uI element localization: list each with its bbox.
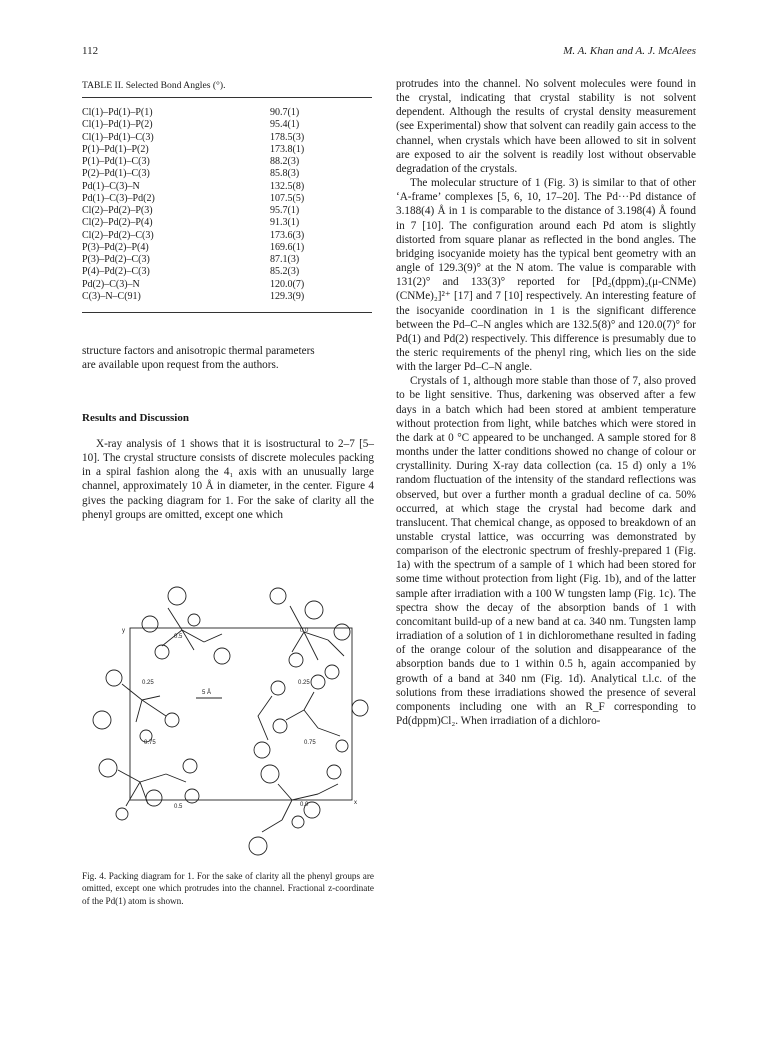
table-row xyxy=(82,217,374,229)
z-label: 0.75 xyxy=(304,740,316,746)
atoms-cell: Cl(1)–Pd(1)–C(3) xyxy=(82,131,154,143)
right-column-text xyxy=(396,77,696,728)
paragraph: X-ray analysis of 1 shows that it is isostructural to 2–7 [5–10]. The crystal structure consists of discrete molecules packing in a spiral fashion along the 4₁ axis with an unusually large channel, approximately 10 Å in diameter, in the center. Figure 4 gives the packing diagram for 1. For the sake of clarity all the phenyl groups are omitted, except one which xyxy=(82,438,374,521)
atoms-cell: Cl(1)–Pd(1)–P(2) xyxy=(82,119,153,131)
packing-diagram xyxy=(82,560,374,860)
angle-cell: 95.4(1) xyxy=(270,119,300,131)
atoms-cell: P(2)–Pd(1)–C(3) xyxy=(82,168,150,180)
atoms-cell: C(3)–N–C(91) xyxy=(82,290,141,302)
paragraph: Crystals of 1, although more stable than those of 7, also proved to be light sensitive. Thus, darkening was observed after a few days in a batch which had been stored at ambient temperature without protection from light, while batches which were stored in the dark at 0 °C appeared to be unchanged. A sample stored for 8 months under the latter conditions showed no change of colour or crystallinity. During X-ray data collection (ca. 15 d) only a 1% random fluctuation of the intensity of the standard reflections was observed, but over a further month a gradual decline of ca. 50% occurred, at which stage the crystal had become dark and translucent. That chemical change, as opposed to breakdown of an unstable crystal lattice, was occurring was demonstrated by comparison of the electronic spectrum of freshly-prepared 1 (Fig. 1a) with the spectrum of a sample of 1 which had been stored for some time without protection from light (Fig. 1b), and of the latter sample after irradiation with a 100 W tungsten lamp (Fig. 1c). The spectra show the decay of the absorption bands of 1 with concomitant build-up of a new band at ca. 340 nm. Tungsten lamp irradiation of a solution of 1 in dichloromethane resulted in fading of the orange colour of the solution and disappearance of the absorption bands due to 1 within 0.5 h, again accompanied by growth of a band at 340 nm (Fig. 1d). Analytical t.l.c. of the solutions from these irradiations showed the presence of several components including one with an R_F corresponding to Pd(dppm)Cl₂. When irradiation of a dichloro- xyxy=(396,375,696,728)
z-label: 0.25 xyxy=(142,680,154,686)
atoms-cell: Cl(2)–Pd(2)–P(3) xyxy=(82,205,153,216)
z-label: 0.5 xyxy=(174,804,183,810)
table-row xyxy=(82,119,374,131)
paragraph: protrudes into the channel. No solvent molecules were found in the crystal, indicating that crystal stability is not solvent dependent. Although the results of crystal density measurement (see Experimental) show that solvent can readily gain access to the channel, when crystals which have been allowed to sit in solvent are exposed to air the solvent is readily lost without observable degradation of the crystals. xyxy=(396,78,696,175)
z-label: 0.0 xyxy=(300,628,309,634)
atoms-cell: Cl(1)–Pd(1)–P(1) xyxy=(82,107,153,118)
atoms-cell: Pd(1)–C(3)–N xyxy=(82,180,140,192)
atoms-cell: Cl(2)–Pd(2)–C(3) xyxy=(82,229,154,241)
text-line: are available upon request from the authors. xyxy=(82,359,279,372)
paragraph: The molecular structure of 1 (Fig. 3) is similar to that of other ‘A-frame’ complexes [5, 6, 10, 17–20]. The Pd···Pd distance of 3.188(4) Å in 1 is comparable to the distance of 3.198(4) Å found in 7 [10]. The configuration around each Pd atom is slightly distorted from square planar as reflected in the bond angles. The bridging isocyanide moiety has the typical bent geometry with an angle of 129.3(9)° at the N atom. The value is comparable with 131(2)° and 133(3)° reported for [Pd₂(dppm)₂(μ-CNMe)(CNMe)₂]²⁺ [17] and 7 [10] respectively. An interesting feature of the isocyanide coordination in 1 is the significant difference between the Pd–C–N angles which are 132.5(8)° and 120.0(7)° for Pd(1) and Pd(2) respectively. This difference is presumably due to the steric requirements of the phenyl ring, which lies on the side with the larger Pd–C–N angle. xyxy=(396,177,696,374)
table-row xyxy=(82,291,374,303)
molecule-left xyxy=(93,670,179,742)
molecule-bottom-right xyxy=(249,765,341,855)
angle-cell: 85.8(3) xyxy=(270,168,300,180)
angle-cell: 85.2(3) xyxy=(270,266,300,278)
atoms-cell: P(3)–Pd(2)–P(4) xyxy=(82,241,149,253)
angle-cell: 107.5(5) xyxy=(270,192,305,204)
table-row xyxy=(82,266,374,278)
intro-text xyxy=(82,344,374,372)
atoms-cell: Pd(1)–C(3)–Pd(2) xyxy=(82,192,155,204)
table-row xyxy=(82,193,374,205)
axis-y-label: y xyxy=(122,628,125,634)
angle-cell: 88.2(3) xyxy=(270,156,300,167)
angle-cell: 120.0(7) xyxy=(270,278,305,290)
text-line: structure factors and anisotropic thermal parameters xyxy=(82,345,315,357)
atoms-cell: P(1)–Pd(1)–P(2) xyxy=(82,143,149,155)
table-row xyxy=(82,254,374,266)
molecule-center-right xyxy=(254,681,285,758)
table-row xyxy=(82,156,374,168)
angle-cell: 91.3(1) xyxy=(270,217,300,229)
table-row xyxy=(82,132,374,144)
packing-diagram-figure xyxy=(82,560,374,860)
table-caption: TABLE II. Selected Bond Angles (°). xyxy=(82,80,226,91)
table-row xyxy=(82,144,374,156)
z-label: 0.5 xyxy=(174,634,183,640)
angle-cell: 129.3(9) xyxy=(270,290,305,302)
angle-cell: 95.7(1) xyxy=(270,205,300,216)
table-row xyxy=(82,107,374,119)
table-row xyxy=(82,279,374,291)
molecule-top-right xyxy=(270,588,350,679)
molecule-right xyxy=(273,675,368,752)
molecule-top-left xyxy=(142,587,230,664)
section-heading: Results and Discussion xyxy=(82,412,189,424)
atoms-cell: P(3)–Pd(2)–C(3) xyxy=(82,254,150,265)
angle-cell: 90.7(1) xyxy=(270,107,300,118)
bond-angle-table xyxy=(82,107,374,303)
table-top-rule xyxy=(82,97,372,98)
angle-cell: 132.5(8) xyxy=(270,180,305,192)
table-row xyxy=(82,242,374,254)
angle-cell: 173.8(1) xyxy=(270,143,305,155)
molecule-bottom-left xyxy=(99,759,199,820)
atoms-cell: Cl(2)–Pd(2)–P(4) xyxy=(82,217,153,229)
z-label: 0.75 xyxy=(144,740,156,746)
angle-cell: 169.6(1) xyxy=(270,241,305,253)
atoms-cell: P(1)–Pd(1)–C(3) xyxy=(82,156,150,167)
angle-cell: 173.6(3) xyxy=(270,229,305,241)
z-label: 0.0 xyxy=(300,802,309,808)
z-label: 0.25 xyxy=(298,680,310,686)
page-number: 112 xyxy=(82,45,99,57)
running-header-authors: M. A. Khan and A. J. McAlees xyxy=(563,45,696,57)
atoms-cell: Pd(2)–C(3)–N xyxy=(82,278,140,290)
table-row xyxy=(82,168,374,180)
atoms-cell: P(4)–Pd(2)–C(3) xyxy=(82,266,150,278)
angle-cell: 178.5(3) xyxy=(270,131,305,143)
axis-x-label: x xyxy=(354,800,357,806)
figure-caption: Fig. 4. Packing diagram for 1. For the sake of clarity all the phenyl groups are omitted, except one which protrudes into the channel. Fractional z-coordinate of the Pd(1) atom is shown. xyxy=(82,871,374,906)
results-paragraph xyxy=(82,437,374,522)
scale-label: 5 Å xyxy=(202,690,212,696)
table-row xyxy=(82,205,374,217)
angle-cell: 87.1(3) xyxy=(270,254,300,265)
table-bottom-rule xyxy=(82,312,372,313)
table-row xyxy=(82,230,374,242)
table-row xyxy=(82,181,374,193)
